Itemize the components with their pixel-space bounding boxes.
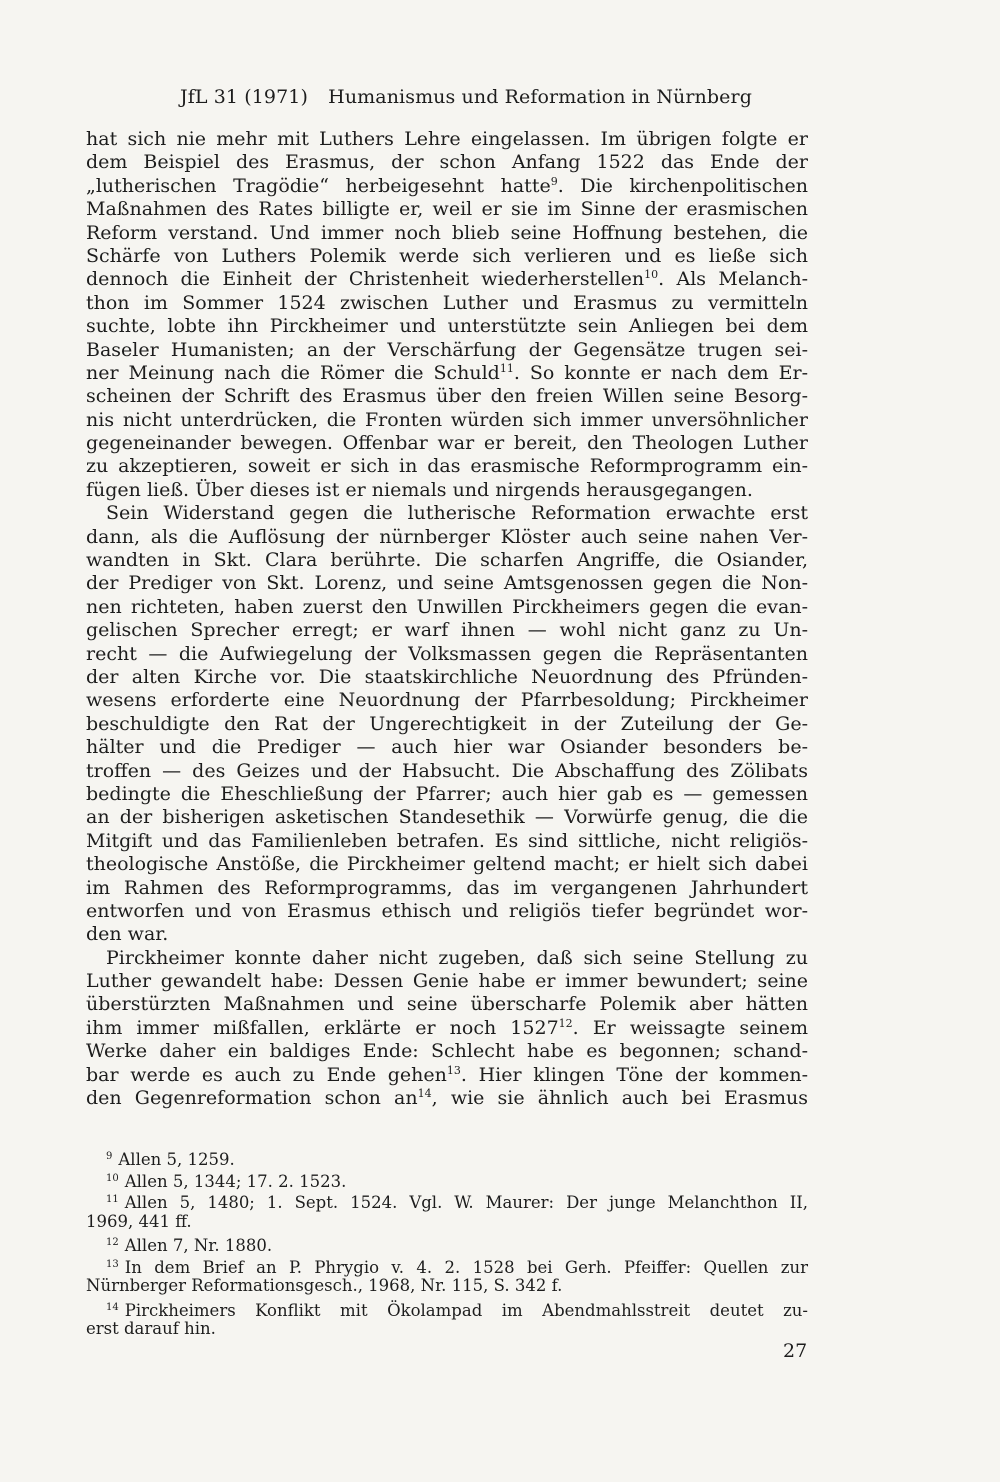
footnotes — [86, 1146, 808, 1340]
line-text: an der bisherigen asketischen Standesethik — Vorwürfe genug, die die — [86, 806, 808, 829]
page-number: 27 — [783, 1340, 808, 1362]
text-line — [86, 689, 808, 712]
footnote-text: Nürnberger Reformationsgesch., 1968, Nr. 115, S. 342 f. — [86, 1276, 563, 1295]
line-text: beschuldigte den Rat der Ungerechtigkeit in der Zuteilung der Ge- — [86, 712, 808, 735]
line-text: Reform verstand. Und immer noch blieb seine Hoffnung bestehen, die — [86, 221, 808, 244]
footnote-number: 10 — [106, 1172, 119, 1184]
text-line — [86, 947, 808, 970]
text-line — [86, 619, 808, 642]
footnote-line — [86, 1254, 808, 1276]
footnote-line — [86, 1232, 808, 1254]
text-line — [86, 760, 808, 783]
line-text: entworfen und von Erasmus ethisch und religiös tiefer begründet wor- — [86, 899, 808, 922]
line-text: hälter und die Prediger — auch hier war Osiander besonders be- — [86, 736, 808, 759]
footnote-text: Allen 5, 1259. — [118, 1150, 235, 1169]
footnote-reference[interactable]: 11 — [499, 361, 514, 375]
text-line — [86, 151, 808, 174]
text-line — [86, 362, 808, 385]
line-text: den Gegenreformation schon an — [86, 1087, 418, 1110]
footnote-text: 1969, 441 ff. — [86, 1211, 192, 1231]
line-text: dem Beispiel des Erasmus, der schon Anfang 1522 das Ende der — [86, 151, 808, 174]
text-line — [86, 666, 808, 689]
text-line — [86, 877, 808, 900]
line-text: hat sich nie mehr mit Luthers Lehre eingelassen. Im übrigen folgte er — [86, 128, 808, 150]
line-text: fügen ließ. Über dieses ist er niemals und nirgends herausgegangen. — [86, 478, 753, 501]
text-line — [86, 853, 808, 876]
text-line — [86, 900, 808, 923]
text-line — [86, 432, 808, 455]
body-text — [86, 128, 808, 1110]
text-line — [86, 713, 808, 736]
line-text: bedingte die Eheschließung der Pfarrer; auch hier gab es — gemessen — [86, 782, 808, 805]
line-text: suchte, lobte ihn Pirckheimer und unterstützte sein Anliegen bei dem — [86, 315, 808, 338]
text-line — [86, 245, 808, 268]
footnote-reference[interactable]: 14 — [417, 1087, 432, 1101]
text-line — [86, 222, 808, 245]
footnote-line — [86, 1297, 808, 1319]
text-line — [86, 502, 808, 525]
line-text: Pirckheimer konnte daher nicht zugeben, daß sich seine Stellung zu — [106, 946, 808, 969]
footnote-line — [86, 1211, 808, 1233]
footnote-text: In dem Brief an P. Phrygio v. 4. 2. 1528 bei Gerh. Pfeiffer: Quellen zur — [124, 1257, 808, 1277]
line-text: den war. — [86, 923, 169, 946]
line-text: gegeneinander bewegen. Offenbar war er bereit, den Theologen Luther — [86, 432, 808, 455]
footnote-line — [86, 1318, 808, 1340]
line-text: bar werde es auch zu Ende gehen — [86, 1063, 447, 1086]
text-line — [86, 339, 808, 362]
line-text: Baseler Humanisten; an der Verschärfung der Gegensätze trugen sei- — [86, 338, 808, 361]
footnote-line — [86, 1275, 808, 1297]
footnote-text: Allen 7, Nr. 1880. — [124, 1236, 273, 1255]
footnote-reference[interactable]: 12 — [558, 1016, 573, 1030]
footnote-number: 13 — [106, 1258, 119, 1270]
text-line — [86, 128, 808, 151]
line-text: nen richteten, haben zuerst den Unwillen Pirckheimers gegen die evan- — [86, 595, 808, 618]
text-line — [86, 970, 808, 993]
line-text: scheinen der Schrift des Erasmus über den freien Willen seine Besorg- — [86, 385, 808, 408]
footnote-line — [86, 1189, 808, 1211]
line-text: dennoch die Einheit der Christenheit wiederherstellen — [86, 268, 645, 291]
line-text: dann, als die Auflösung der nürnberger Klöster auch seine nahen Ver- — [86, 525, 808, 548]
line-text: der Prediger von Skt. Lorenz, und seine Amtsgenossen gegen die Non- — [86, 572, 808, 595]
line-text: Werke daher ein baldiges Ende: Schlecht habe es begonnen; schand- — [86, 1040, 808, 1063]
footnote-text: Pirckheimers Konflikt mit Ökolampad im Abendmahlsstreit deutet zu- — [124, 1300, 808, 1320]
line-text: Mitgift und das Familienleben betrafen. Es sind sittliche, nicht religiös- — [86, 829, 808, 852]
text-line — [86, 572, 808, 595]
line-text-continued: . So konnte er nach dem Er- — [513, 361, 808, 384]
line-text: wandten in Skt. Clara berührte. Die scharfen Angriffe, die Osiander, — [86, 549, 808, 572]
text-line — [86, 993, 808, 1016]
text-line — [86, 198, 808, 221]
running-header — [180, 86, 752, 108]
text-line — [86, 783, 808, 806]
footnote-reference[interactable]: 9 — [550, 174, 558, 188]
line-text: überstürzten Maßnahmen und seine überscharfe Polemik aber hätten — [86, 993, 808, 1016]
footnote-reference[interactable]: 13 — [446, 1063, 461, 1077]
line-text-continued: . Er weissagte seinem — [572, 1016, 809, 1039]
text-line — [86, 1017, 808, 1040]
line-text: „lutherischen Tragödie“ herbeigesehnt hatte — [86, 174, 551, 197]
text-line — [86, 526, 808, 549]
footnote-line — [86, 1168, 808, 1190]
text-line — [86, 549, 808, 572]
line-text: im Rahmen des Reformprogramms, das im vergangenen Jahrhundert — [86, 876, 808, 899]
text-line — [86, 1040, 808, 1063]
line-text-continued: . Hier klingen Töne der kommen- — [460, 1063, 808, 1086]
text-line — [86, 806, 808, 829]
footnote-number: 11 — [106, 1194, 119, 1205]
line-text: der alten Kirche vor. Die staatskirchliche Neuordnung des Pfründen- — [86, 665, 808, 688]
text-line — [86, 596, 808, 619]
line-text: Schärfe von Luthers Polemik werde sich verlieren und es ließe sich — [86, 244, 808, 267]
line-text: thon im Sommer 1524 zwischen Luther und Erasmus zu vermitteln — [86, 291, 808, 314]
footnote-text: Allen 5, 1344; 17. 2. 1523. — [124, 1171, 347, 1191]
footnote-text: Allen 5, 1480; 1. Sept. 1524. Vgl. W. Maurer: Der junge Melanchthon II, — [124, 1193, 808, 1212]
line-text: ihm immer mißfallen, erklärte er noch 1527 — [86, 1016, 559, 1039]
journal-citation: JfL 31 (1971) — [180, 86, 309, 108]
line-text: wesens erforderte eine Neuordnung der Pfarrbesoldung; Pirckheimer — [86, 689, 808, 712]
line-text: Sein Widerstand gegen die lutherische Reformation erwachte erst — [106, 502, 808, 525]
text-line — [86, 923, 808, 946]
line-text-continued: . Die kirchenpolitischen — [557, 174, 808, 197]
running-title: Humanismus und Reformation in Nürnberg — [328, 86, 752, 108]
line-text: ner Meinung nach die Römer die Schuld — [86, 361, 500, 384]
text-line — [86, 479, 808, 502]
text-line — [86, 175, 808, 198]
line-text: nis nicht unterdrücken, die Fronten würden sich immer unversöhnlicher — [86, 408, 808, 431]
footnote-number: 12 — [106, 1237, 119, 1248]
text-line — [86, 1064, 808, 1087]
line-text: Luther gewandelt habe: Dessen Genie habe er immer bewundert; seine — [86, 970, 808, 993]
text-line — [86, 385, 808, 408]
text-line — [86, 643, 808, 666]
text-line — [86, 292, 808, 315]
footnote-reference[interactable]: 10 — [644, 268, 659, 282]
text-line — [86, 830, 808, 853]
line-text: theologische Anstöße, die Pirckheimer geltend macht; er hielt sich dabei — [86, 853, 808, 876]
text-line — [86, 736, 808, 759]
line-text: troffen — des Geizes und der Habsucht. Die Abschaffung des Zölibats — [86, 759, 808, 782]
line-text: recht — die Aufwiegelung der Volksmassen gegen die Repräsentanten — [86, 642, 808, 665]
footnote-number: 9 — [106, 1151, 113, 1162]
line-text: gelischen Sprecher erregt; er warf ihnen — wohl nicht ganz zu Un- — [86, 619, 808, 642]
footnote-number: 14 — [106, 1301, 119, 1313]
line-text: zu akzeptieren, soweit er sich in das erasmische Reformprogramm ein- — [86, 455, 808, 478]
footnote-text: erst darauf hin. — [86, 1319, 216, 1338]
text-line — [86, 315, 808, 338]
line-text-continued: . Als Melanch- — [658, 268, 808, 291]
text-line — [86, 409, 808, 432]
line-text-continued: , wie sie ähnlich auch bei Erasmus — [431, 1087, 809, 1110]
text-line — [86, 268, 808, 291]
text-line — [86, 1087, 808, 1110]
line-text: Maßnahmen des Rates billigte er, weil er sie im Sinne der erasmischen — [86, 198, 808, 221]
footnote-line — [86, 1146, 808, 1168]
text-line — [86, 455, 808, 478]
